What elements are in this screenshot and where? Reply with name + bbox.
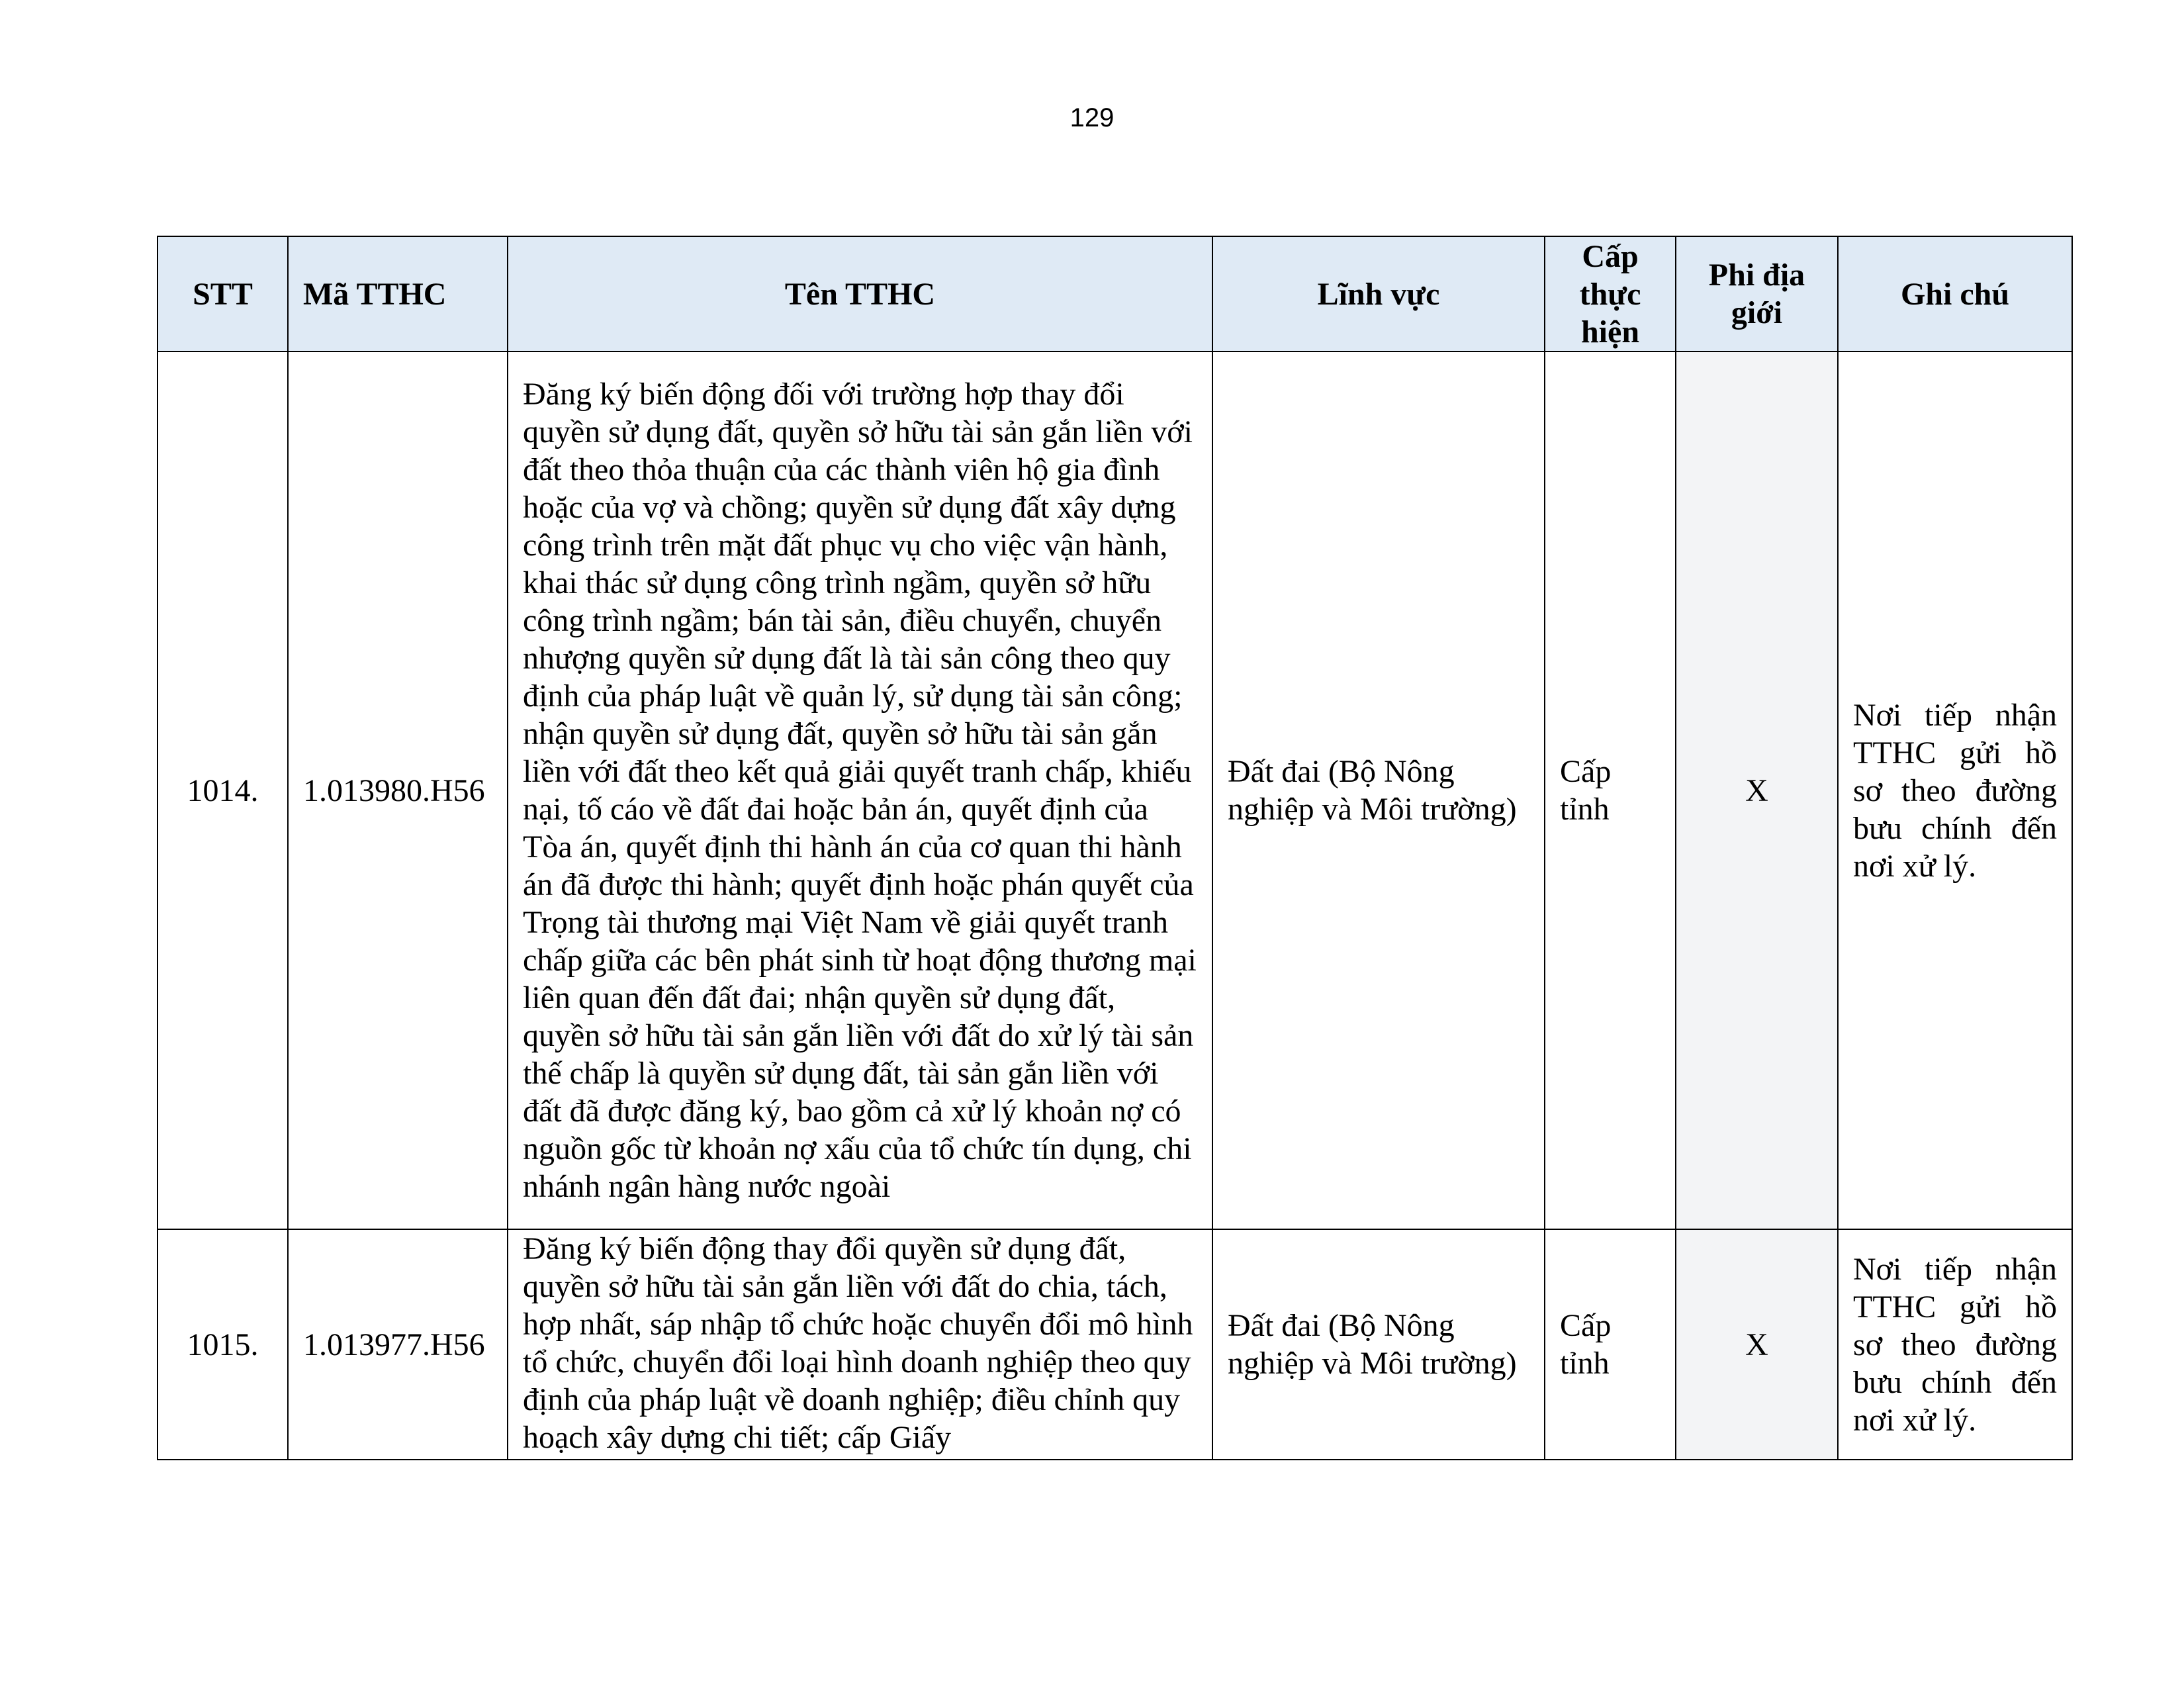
- cell-field: Đất đai (Bộ Nông nghiệp và Môi trường): [1212, 1229, 1545, 1460]
- header-name: Tên TTHC: [508, 236, 1212, 352]
- cell-code: 1.013980.H56: [288, 352, 508, 1229]
- cell-stt: 1014.: [158, 352, 288, 1229]
- cell-note: Nơi tiếp nhận TTHC gửi hồ sơ theo đường bưu chính đến nơi xử lý.: [1838, 352, 2072, 1229]
- cell-field: Đất đai (Bộ Nông nghiệp và Môi trường): [1212, 352, 1545, 1229]
- header-code: Mã TTHC: [288, 236, 508, 352]
- header-no-geo: Phi địa giới: [1676, 236, 1838, 352]
- table-header: [158, 236, 2072, 352]
- cell-level: Cấp tỉnh: [1545, 352, 1676, 1229]
- table-row: [158, 352, 2072, 1229]
- cell-no-geo: X: [1676, 352, 1838, 1229]
- header-field: Lĩnh vực: [1212, 236, 1545, 352]
- header-level: Cấp thực hiện: [1545, 236, 1676, 352]
- cell-name: Đăng ký biến động đối với trường hợp thay đổi quyền sử dụng đất, quyền sở hữu tài sản gắn liền với đất theo thỏa thuận của các thành viên hộ gia đình hoặc của vợ và chồng; quyền sử dụng đất xây dựng công trình trên mặt đất phục vụ cho việc vận hành, khai thác sử dụng công trình ngầm, quyền sở hữu công trình ngầm; bán tài sản, điều chuyển, chuyển nhượng quyền sử dụng đất là tài sản công theo quy định của pháp luật về quản lý, sử dụng tài sản công; nhận quyền sử dụng đất, quyền sở hữu tài sản gắn liền với đất theo kết quả giải quyết tranh chấp, khiếu nại, tố cáo về đất đai hoặc bản án, quyết định của Tòa án, quyết định thi hành án của cơ quan thi hành án đã được thi hành; quyết định hoặc phán quyết của Trọng tài thương mại Việt Nam về giải quyết tranh chấp giữa các bên phát sinh từ hoạt động thương mại liên quan đến đất đai; nhận quyền sử dụng đất, quyền sở hữu tài sản gắn liền với đất do xử lý tài sản thế chấp là quyền sử dụng đất, tài sản gắn liền với đất đã được đăng ký, bao gồm cả xử lý khoản nợ có nguồn gốc từ khoản nợ xấu của tổ chức tín dụng, chi nhánh ngân hàng nước ngoài: [508, 352, 1212, 1229]
- header-note: Ghi chú: [1838, 236, 2072, 352]
- cell-name-container: [508, 1229, 1212, 1460]
- header-stt: STT: [158, 236, 288, 352]
- procedure-table: [157, 236, 2073, 1460]
- cell-name: Đăng ký biến động thay đổi quyền sử dụng đất, quyền sở hữu tài sản gắn liền với đất do chia, tách, hợp nhất, sáp nhập tổ chức hoặc chuyển đổi mô hình tổ chức, chuyển đổi loại hình doanh nghiệp theo quy định của pháp luật về doanh nghiệp; điều chỉnh quy hoạch xây dựng chi tiết; cấp Giấy: [523, 1231, 1193, 1455]
- cell-code: 1.013977.H56: [288, 1229, 508, 1460]
- cell-stt: 1015.: [158, 1229, 288, 1460]
- table-row: [158, 1229, 2072, 1460]
- cell-no-geo: X: [1676, 1229, 1838, 1460]
- cell-level: Cấp tỉnh: [1545, 1229, 1676, 1460]
- cell-note: Nơi tiếp nhận TTHC gửi hồ sơ theo đường bưu chính đến nơi xử lý.: [1838, 1229, 2072, 1460]
- page-number: 129: [1069, 103, 1115, 132]
